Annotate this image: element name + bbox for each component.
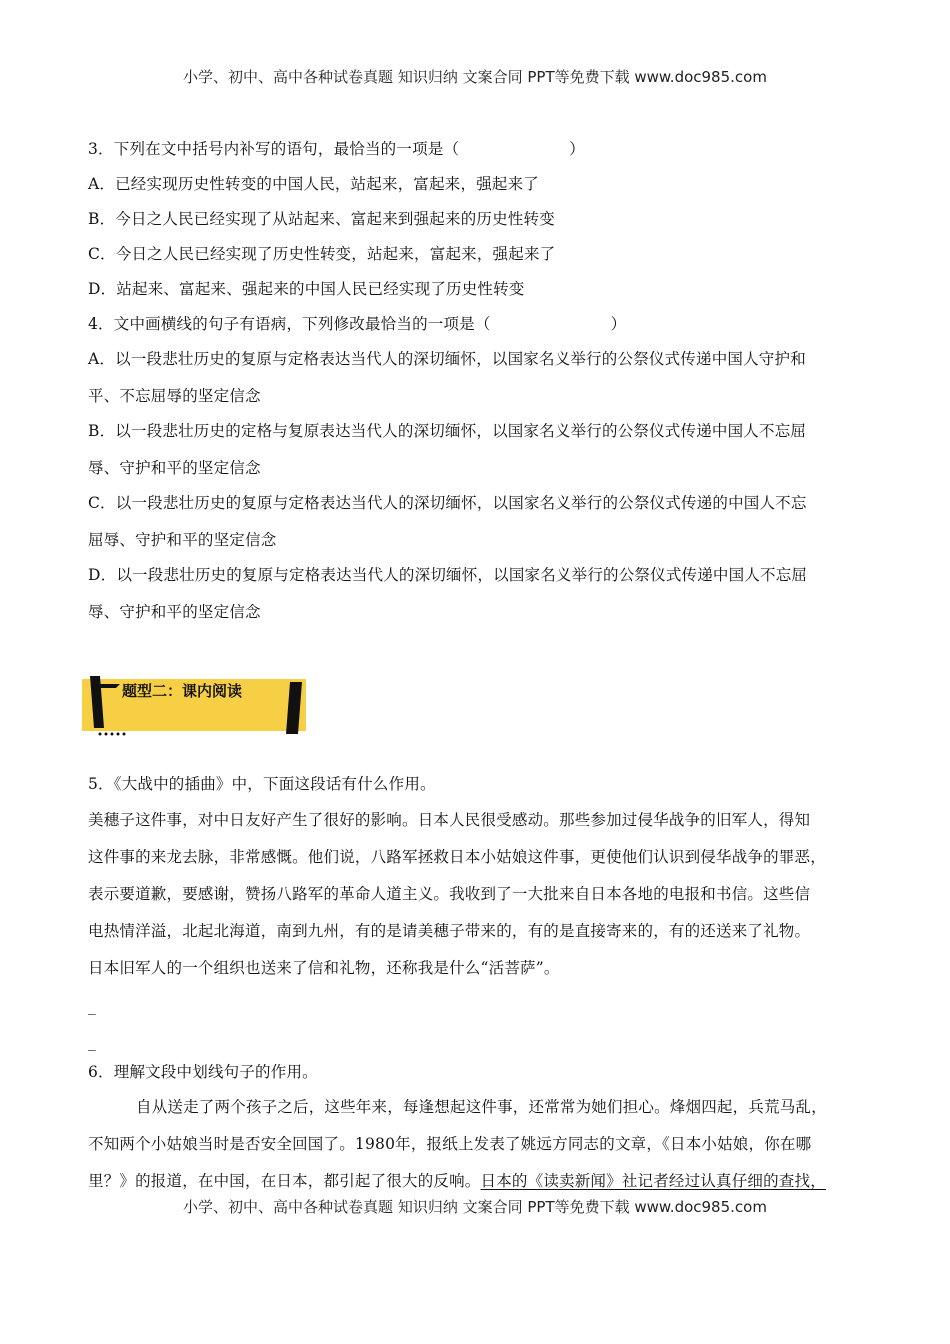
q4-option-a-line2: 平、不忘屈辱的坚定信念 <box>88 387 261 405</box>
q5-stem: 5．《大战中的插曲》中，下面这段话有什么作用。 <box>88 775 436 793</box>
q4-option-a-line1: A．以一段悲壮历史的复原与定格表达当代人的深切缅怀，以国家名义举行的公祭仪式传递中国人守护和 <box>88 350 806 368</box>
q4-option-c-line2: 屈辱、守护和平的坚定信念 <box>88 531 277 549</box>
q3-option-d: D．站起来、富起来、强起来的中国人民已经实现了历史性转变 <box>88 280 525 298</box>
q4-stem: 4．文中画横线的句子有语病，下列修改最恰当的一项是（ ） <box>88 315 627 333</box>
q3-option-a: A．已经实现历史性转变的中国人民，站起来，富起来，强起来了 <box>88 175 539 193</box>
q5-passage-line: 美穗子这件事，对中日友好产生了很好的影响。日本人民很受感动。那些参加过侵华战争的旧军人，得知 <box>88 811 811 829</box>
q3-option-c: C．今日之人民已经实现了历史性转变，站起来，富起来，强起来了 <box>88 245 556 263</box>
q4-option-c-line1: C．以一段悲壮历史的复原与定格表达当代人的深切缅怀，以国家名义举行的公祭仪式传递的中国人不忘 <box>88 494 807 512</box>
q5-answer-line: _ <box>88 997 96 1015</box>
q6-passage-line-last: 里？》的报道，在中国，在日本，都引起了很大的反响。日本的《读卖新闻》社记者经过认真仔细的查找， <box>88 1172 826 1190</box>
section-title: 题型二：课内阅读 <box>122 682 243 700</box>
q6-passage-line: 自从送走了两个孩子之后，这些年来，每逢想起这件事，还常常为她们担心。烽烟四起，兵荒马乱， <box>136 1098 827 1116</box>
q6-stem: 6．理解文段中划线句子的作用。 <box>88 1063 318 1081</box>
q5-passage-line: 表示要道歉，要感谢，赞扬八路军的革命人道主义。我收到了一大批来自日本各地的电报和书信。这些信 <box>88 885 811 903</box>
q6-passage-line: 不知两个小姑娘当时是否安全回国了。1980年，报纸上发表了姚远方同志的文章，《日本小姑娘，你在哪 <box>88 1135 812 1153</box>
q4-option-b-line2: 辱、守护和平的坚定信念 <box>88 459 261 477</box>
q5-passage-line: 电热情洋溢，北起北海道，南到九州，有的是请美穗子带来的，有的是直接寄来的，有的还送来了礼物。 <box>88 922 811 940</box>
q3-stem: 3．下列在文中括号内补写的语句，最恰当的一项是（ ） <box>88 140 585 158</box>
page-footer: 小学、初中、高中各种试卷真题 知识归纳 文案合同 PPT等免费下载 www.doc985.com <box>183 1198 767 1216</box>
q5-answer-line: _ <box>88 1033 96 1051</box>
q3-option-b: B．今日之人民已经实现了从站起来、富起来到强起来的历史性转变 <box>88 210 555 228</box>
q4-option-d-line2: 辱、守护和平的坚定信念 <box>88 603 261 621</box>
q4-option-d-line1: D．以一段悲壮历史的复原与定格表达当代人的深切缅怀，以国家名义举行的公祭仪式传递中国人不忘屈 <box>88 566 808 584</box>
q5-passage-line: 日本旧军人的一个组织也送来了信和礼物，还称我是什么“活菩萨”。 <box>88 959 560 977</box>
q6-underlined-sentence: 日本的《读卖新闻》社记者经过认真仔细的查找， <box>480 1172 826 1190</box>
page-header: 小学、初中、高中各种试卷真题 知识归纳 文案合同 PPT等免费下载 www.doc985.com <box>183 68 767 86</box>
section-title-banner <box>82 676 308 736</box>
q5-passage-line: 这件事的来龙去脉，非常感慨。他们说，八路军拯救日本小姑娘这件事，更使他们认识到侵华战争的罪恶， <box>88 848 826 866</box>
q4-option-b-line1: B．以一段悲壮历史的定格与复原表达当代人的深切缅怀，以国家名义举行的公祭仪式传递中国人不忘屈 <box>88 422 807 440</box>
